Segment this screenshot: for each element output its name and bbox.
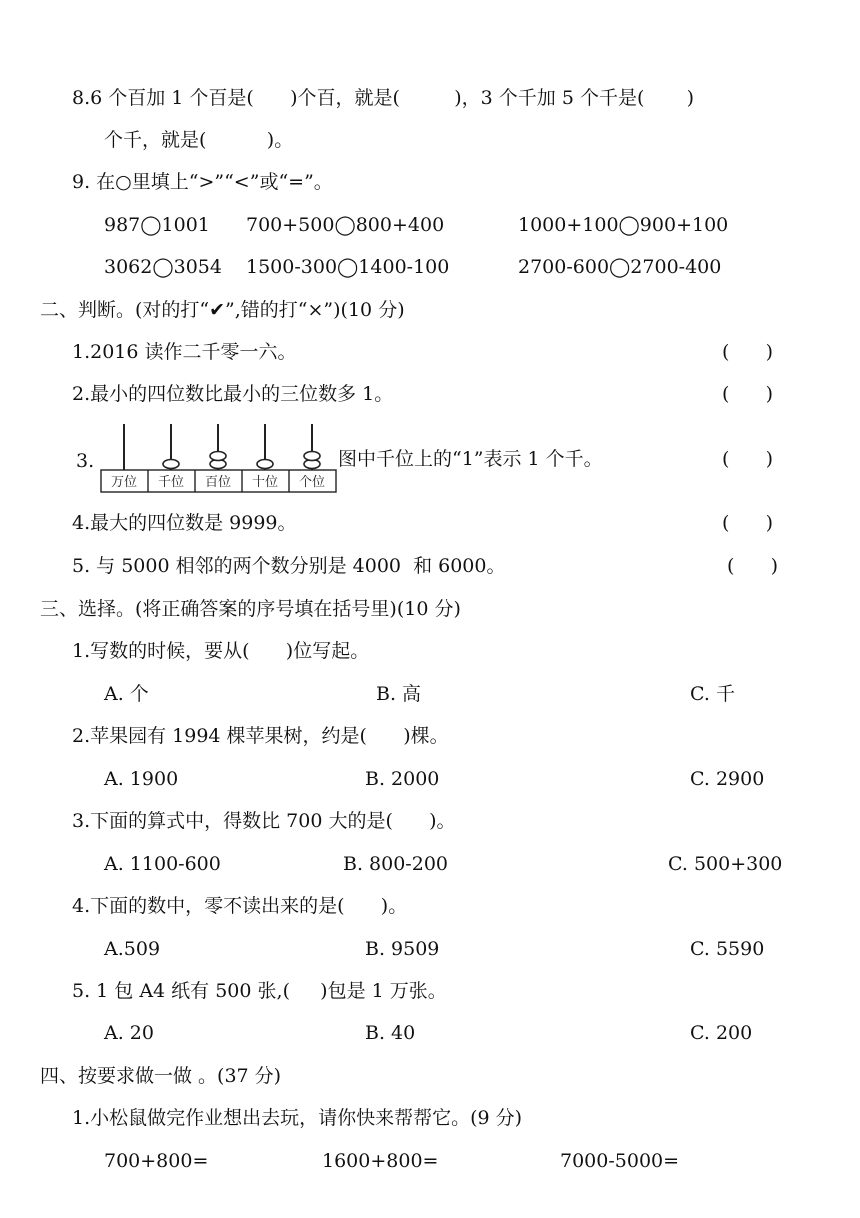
judge-answer-paren[interactable]: ( ) <box>722 448 774 470</box>
choice-option-b[interactable]: B. 800-200 <box>343 853 448 875</box>
choice-option-a[interactable]: A. 20 <box>104 1022 154 1044</box>
abacus-label-ge: 个位 <box>298 475 326 490</box>
section-3-title: 三、选择。(将正确答案的序号填在括号里)(10 分) <box>40 598 461 620</box>
judge-item-5: 5. 与 5000 相邻的两个数分别是 4000 和 6000。 <box>72 555 506 577</box>
choice-option-b[interactable]: B. 2000 <box>365 768 440 790</box>
calc-expression: 700+800= <box>104 1150 209 1172</box>
task-question-1: 1.小松鼠做完作业想出去玩，请你快来帮帮它。(9 分) <box>72 1107 523 1129</box>
judge-answer-paren[interactable]: ( ) <box>722 341 774 363</box>
choice-option-c[interactable]: C. 2900 <box>690 768 765 790</box>
choice-question-1: 1.写数的时候，要从( )位写起。 <box>72 640 370 662</box>
abacus-figure <box>100 422 337 494</box>
judge-item-3: 图中千位上的“1”表示 1 个千。 <box>338 448 603 470</box>
choice-option-a[interactable]: A. 个 <box>104 683 149 705</box>
choice-question-3: 3.下面的算式中，得数比 700 大的是( )。 <box>72 810 456 832</box>
calc-expression: 7000-5000= <box>560 1150 680 1172</box>
choice-option-a[interactable]: A.509 <box>104 938 161 960</box>
judge-item-1: 1.2016 读作二千零一六。 <box>72 341 297 363</box>
choice-question-5: 5. 1 包 A4 纸有 500 张,( )包是 1 万张。 <box>72 980 447 1002</box>
calc-expression: 1600+800= <box>322 1150 439 1172</box>
judge-answer-paren[interactable]: ( ) <box>727 555 779 577</box>
judge-item-4: 4.最大的四位数是 9999。 <box>72 512 297 534</box>
abacus-label-qian: 千位 <box>157 475 185 490</box>
q9-compare: 1500-300◯1400-100 <box>246 256 450 278</box>
judge-answer-paren[interactable]: ( ) <box>722 383 774 405</box>
q9-title: 9. 在○里填上“>”“<”或“=”。 <box>72 171 333 193</box>
judge-answer-paren[interactable]: ( ) <box>722 512 774 534</box>
q9-compare: 700+500◯800+400 <box>246 214 445 236</box>
choice-option-a[interactable]: A. 1900 <box>104 768 179 790</box>
choice-option-c[interactable]: C. 千 <box>690 683 735 705</box>
abacus-label-wan: 万位 <box>110 475 138 490</box>
section-2-title: 二、判断。(对的打“✔”,错的打“×”)(10 分) <box>40 299 405 321</box>
q9-compare: 1000+100◯900+100 <box>518 214 729 236</box>
judge-item-3-number: 3. <box>76 450 95 472</box>
choice-option-b[interactable]: B. 高 <box>376 683 422 705</box>
choice-option-c[interactable]: C. 5590 <box>690 938 765 960</box>
choice-question-4: 4.下面的数中，零不读出来的是( )。 <box>72 895 408 917</box>
abacus-label-bai: 百位 <box>204 475 232 490</box>
section-4-title: 四、按要求做一做 。(37 分) <box>40 1065 282 1087</box>
judge-item-2: 2.最小的四位数比最小的三位数多 1。 <box>72 383 394 405</box>
q8-line2: 个千，就是( )。 <box>104 129 294 151</box>
q9-compare: 3062◯3054 <box>104 256 222 278</box>
q9-compare: 2700-600◯2700-400 <box>518 256 722 278</box>
choice-option-c[interactable]: C. 500+300 <box>668 853 783 875</box>
choice-option-b[interactable]: B. 40 <box>365 1022 416 1044</box>
abacus-label-shi: 十位 <box>251 475 279 490</box>
choice-option-a[interactable]: A. 1100-600 <box>104 853 221 875</box>
q9-compare: 987◯1001 <box>104 214 210 236</box>
q8-line1: 8.6 个百加 1 个百是( )个百，就是( )，3 个千加 5 个千是( ) <box>72 87 695 109</box>
choice-option-b[interactable]: B. 9509 <box>365 938 440 960</box>
choice-question-2: 2.苹果园有 1994 棵苹果树，约是( )棵。 <box>72 725 449 747</box>
choice-option-c[interactable]: C. 200 <box>690 1022 753 1044</box>
